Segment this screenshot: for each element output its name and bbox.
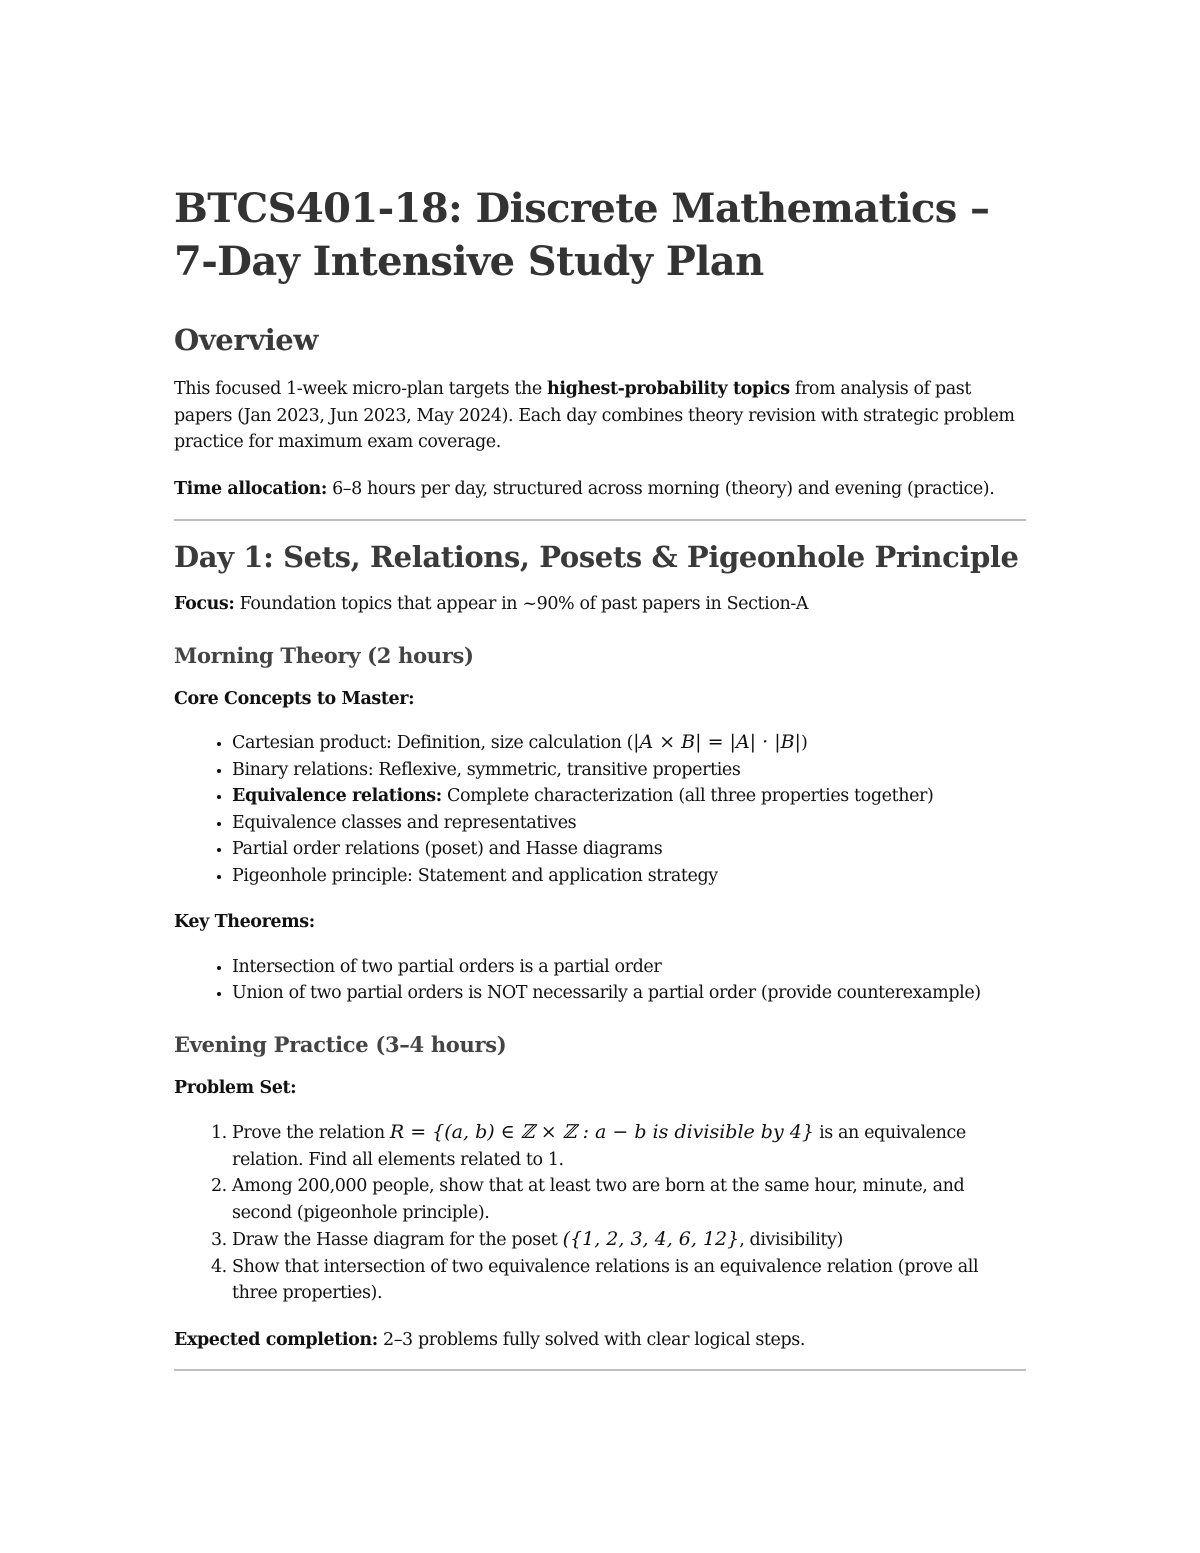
list-item: • Pigeonhole principle: Statement and application strategy — [232, 863, 1026, 890]
list-item: 1. Prove the relation R = {(a, b) ∈ ℤ × ℤ : a − b is divisible by 4} is an equivalence relation. Find all elements related to 1. — [232, 1119, 1026, 1173]
list-item: • Binary relations: Reflexive, symmetric, transitive properties — [232, 757, 1026, 784]
list-item: • Union of two partial orders is NOT necessarily a partial order (provide counterexample) — [232, 980, 1026, 1007]
section-divider — [174, 1369, 1026, 1371]
list-item: • Intersection of two partial orders is a partial order — [232, 954, 1026, 981]
key-theorems-list — [174, 954, 1026, 1007]
morning-theory-heading: Morning Theory (2 hours) — [174, 642, 474, 668]
time-allocation: Time allocation: 6–8 hours per day, structured across morning (theory) and evening (practice). — [174, 478, 995, 499]
document-title: BTCS401-18: Discrete Mathematics – 7-Day Intensive Study Plan — [174, 185, 990, 285]
list-item: • Partial order relations (poset) and Hasse diagrams — [232, 836, 1026, 863]
list-item: 3. Draw the Hasse diagram for the poset ({1, 2, 3, 4, 6, 12}, divisibility) — [232, 1226, 1026, 1254]
list-item: 2. Among 200,000 people, show that at least two are born at the same hour, minute, and second (pigeonhole principle). — [232, 1173, 1026, 1226]
list-item: • Cartesian product: Definition, size calculation (|A × B| = |A| · |B|) — [232, 729, 1026, 757]
list-item: 4. Show that intersection of two equivalence relations is an equivalence relation (prove all three properties). — [232, 1254, 1026, 1307]
expected-completion: Expected completion: 2–3 problems fully solved with clear logical steps. — [174, 1329, 806, 1350]
overview-heading: Overview — [174, 323, 318, 357]
day1-heading: Day 1: Sets, Relations, Posets & Pigeonhole Principle — [174, 540, 1019, 574]
list-item: • Equivalence relations: Complete characterization (all three properties together) — [232, 783, 1026, 810]
problem-set-label: Problem Set: — [174, 1077, 297, 1098]
list-item: • Equivalence classes and representatives — [232, 810, 1026, 837]
key-theorems-label: Key Theorems: — [174, 912, 315, 932]
document-page — [174, 170, 1026, 1371]
core-concepts-label: Core Concepts to Master: — [174, 688, 415, 709]
day1-focus: Focus: Foundation topics that appear in ~90% of past papers in Section-A — [174, 594, 809, 614]
problem-set-list — [174, 1119, 1026, 1307]
overview-intro: This focused 1-week micro-plan targets the highest-probability topics from analysis of past papers (Jan 2023, Jun 2023, May 2024). Each day combines theory revision with strategic problem practice for maximum exam coverage. — [174, 379, 1015, 452]
core-concepts-list — [174, 729, 1026, 889]
evening-practice-heading: Evening Practice (3–4 hours) — [174, 1031, 507, 1057]
